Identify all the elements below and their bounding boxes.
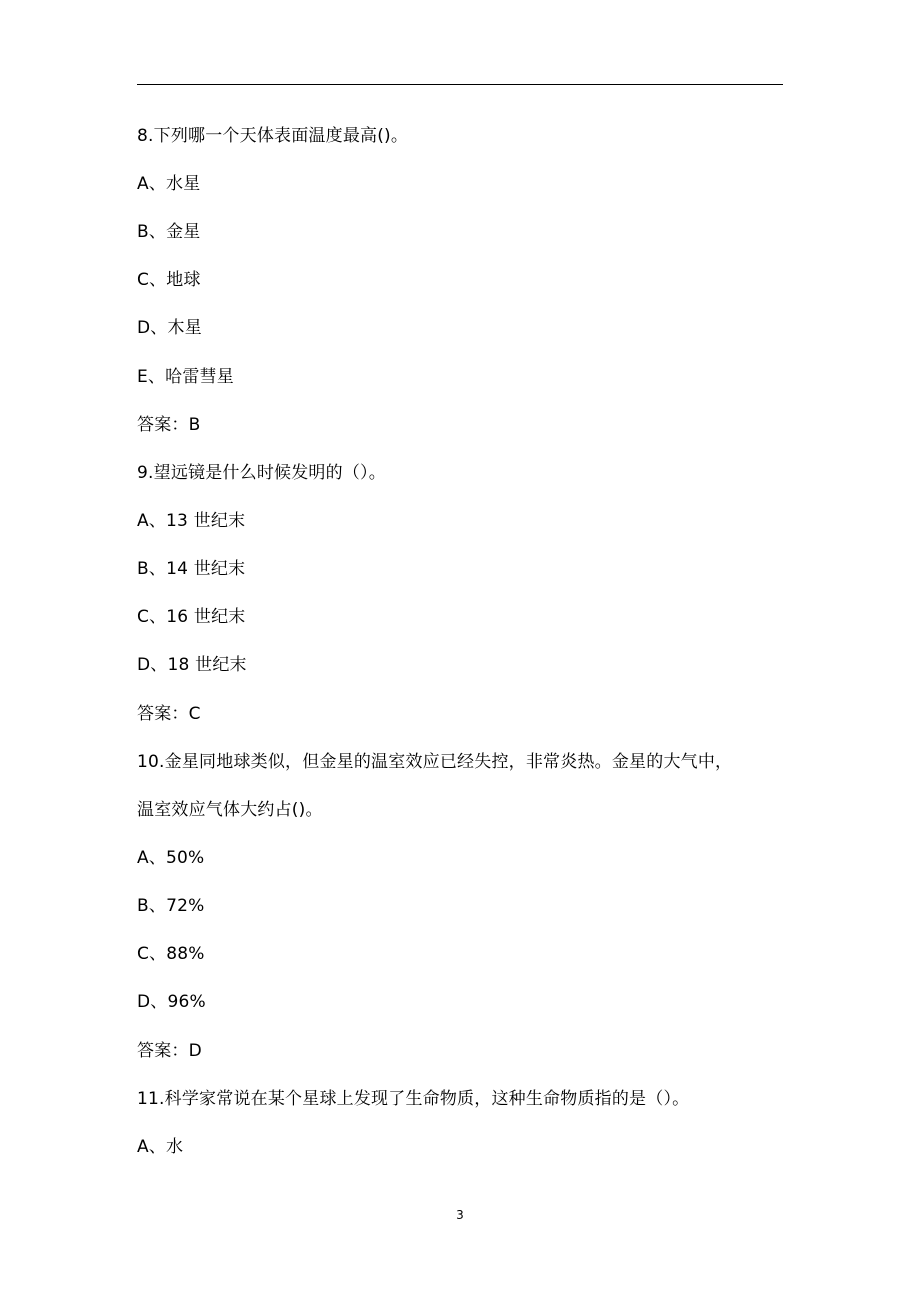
question-11 [137,1087,689,1111]
option-d: D、18 世纪末 [137,655,247,675]
answer: 答案：C [137,704,201,724]
option-c: C、地球 [137,270,201,290]
page-number: 3 [456,1208,464,1222]
answer: 答案：B [137,415,201,435]
option-c: C、88% [137,944,205,964]
question-8 [137,124,408,148]
question-number: 8. [137,126,154,146]
option-e: E、哈雷彗星 [137,367,234,387]
option-d: D、96% [137,992,206,1012]
question-number: 11. [137,1089,165,1109]
option-b: B、金星 [137,222,201,242]
question-number: 9. [137,463,154,483]
question-10 [137,750,732,774]
option-b: B、72% [137,896,205,916]
question-text: 科学家常说在某个星球上发现了生命物质，这种生命物质指的是（）。 [164,1089,690,1109]
question-text: 金星同地球类似，但金星的温室效应已经失控，非常炎热。金星的大气中， [164,752,733,772]
answer: 答案：D [137,1041,202,1061]
option-a: A、水 [137,1137,184,1157]
option-a: A、13 世纪末 [137,511,246,531]
option-a: A、50% [137,848,205,868]
option-a: A、水星 [137,174,201,194]
option-d: D、木星 [137,318,202,338]
header-rule [137,84,783,85]
option-c: C、16 世纪末 [137,607,246,627]
question-text: 下列哪一个天体表面温度最高()。 [153,126,409,146]
question-9 [137,461,386,485]
option-b: B、14 世纪末 [137,559,246,579]
question-text-continued: 温室效应气体大约占()。 [137,800,323,820]
question-text: 望远镜是什么时候发明的（）。 [153,463,386,483]
question-number: 10. [137,752,165,772]
